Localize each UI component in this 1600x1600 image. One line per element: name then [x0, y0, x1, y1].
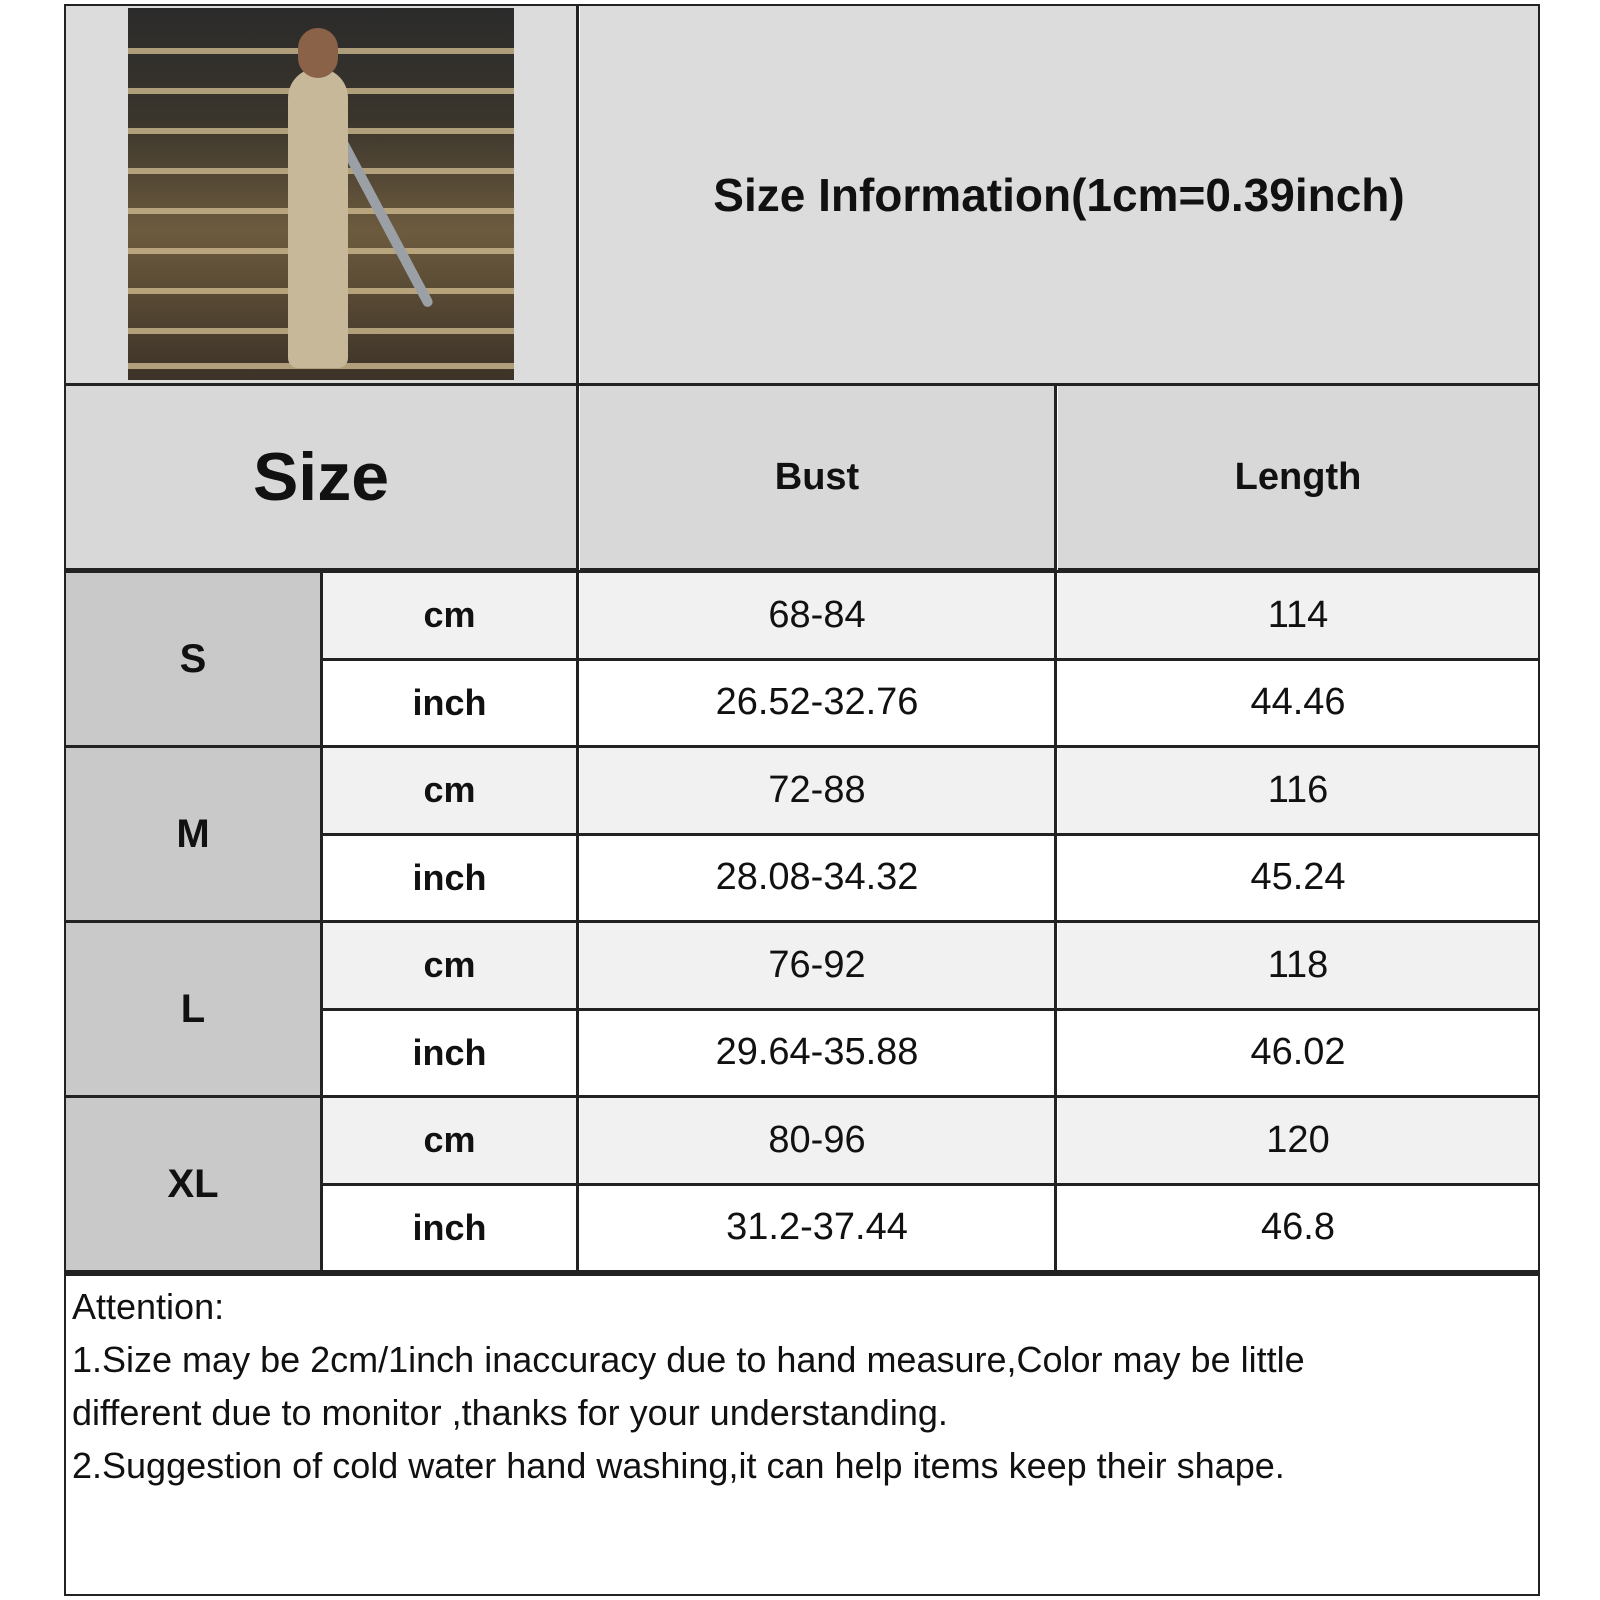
bust-header-cell — [580, 386, 1054, 570]
bust-cm-s — [580, 573, 1054, 658]
attention-notes — [72, 1280, 1532, 1492]
size-label-s-text: S — [179, 636, 207, 681]
model-photo — [128, 8, 514, 380]
unit-inch-s — [323, 661, 576, 746]
length-inch-xl-text: 46.8 — [1261, 1206, 1335, 1249]
size-label-l — [66, 923, 320, 1095]
bust-cm-l-text: 76-92 — [768, 943, 866, 986]
attention-line-3: 2.Suggestion of cold water hand washing,it can help items keep their shape. — [72, 1445, 1285, 1486]
unit-cm-l-text: cm — [423, 944, 476, 986]
length-cm-xl — [1058, 1098, 1538, 1183]
size-label-xl — [66, 1098, 320, 1270]
length-cm-s — [1058, 573, 1538, 658]
size-label-m-text: M — [176, 811, 210, 856]
bust-cm-xl-text: 80-96 — [768, 1118, 866, 1161]
length-header-cell — [1058, 386, 1538, 570]
unit-inch-l — [323, 1011, 576, 1096]
page-title: Size Information(1cm=0.39inch) — [713, 169, 1405, 221]
length-inch-s-text: 44.46 — [1250, 681, 1346, 724]
length-inch-l — [1058, 1011, 1538, 1096]
bust-cm-m — [580, 748, 1054, 833]
length-header: Length — [1234, 455, 1362, 498]
length-cm-s-text: 114 — [1267, 593, 1329, 636]
size-label-m — [66, 748, 320, 920]
bust-inch-xl-text: 31.2-37.44 — [726, 1206, 908, 1249]
bust-inch-xl — [580, 1186, 1054, 1271]
size-header-cell — [66, 386, 576, 570]
length-cm-l-text: 118 — [1267, 943, 1329, 986]
size-header: Size — [252, 439, 390, 515]
size-label-xl-text: XL — [167, 1161, 219, 1206]
bust-cm-m-text: 72-88 — [768, 768, 866, 811]
bust-inch-m-text: 28.08-34.32 — [715, 856, 919, 899]
bust-header: Bust — [774, 455, 860, 498]
unit-inch-xl-text: inch — [412, 1206, 487, 1248]
unit-cm-s-text: cm — [423, 594, 476, 636]
length-cm-m — [1058, 748, 1538, 833]
length-inch-m-text: 45.24 — [1250, 856, 1346, 899]
length-inch-l-text: 46.02 — [1250, 1031, 1346, 1074]
bust-inch-m — [580, 836, 1054, 921]
unit-inch-m — [323, 836, 576, 921]
length-inch-s — [1058, 661, 1538, 746]
length-cm-l — [1058, 923, 1538, 1008]
unit-inch-s-text: inch — [412, 681, 487, 723]
length-cm-m-text: 116 — [1267, 768, 1329, 811]
length-inch-xl — [1058, 1186, 1538, 1271]
unit-cm-s — [323, 573, 576, 658]
size-label-s — [66, 573, 320, 745]
bust-inch-s-text: 26.52-32.76 — [715, 681, 919, 724]
bust-cm-xl — [580, 1098, 1054, 1183]
bust-cm-s-text: 68-84 — [768, 593, 866, 636]
bust-cm-l — [580, 923, 1054, 1008]
bust-inch-l — [580, 1011, 1054, 1096]
unit-inch-l-text: inch — [412, 1031, 487, 1073]
bust-inch-l-text: 29.64-35.88 — [715, 1031, 919, 1074]
title-cell — [580, 6, 1538, 384]
unit-cm-xl-text: cm — [423, 1119, 476, 1161]
attention-line-2: different due to monitor ,thanks for your understanding. — [72, 1392, 948, 1433]
length-cm-xl-text: 120 — [1266, 1118, 1330, 1161]
unit-cm-xl — [323, 1098, 576, 1183]
unit-cm-m-text: cm — [423, 769, 476, 811]
unit-cm-l — [323, 923, 576, 1008]
unit-inch-xl — [323, 1186, 576, 1271]
size-label-l-text: L — [180, 986, 206, 1031]
length-inch-m — [1058, 836, 1538, 921]
unit-cm-m — [323, 748, 576, 833]
attention-line-1: 1.Size may be 2cm/1inch inaccuracy due to hand measure,Color may be little — [72, 1339, 1305, 1380]
bust-inch-s — [580, 661, 1054, 746]
attention-heading: Attention: — [72, 1286, 225, 1327]
unit-inch-m-text: inch — [412, 856, 487, 898]
